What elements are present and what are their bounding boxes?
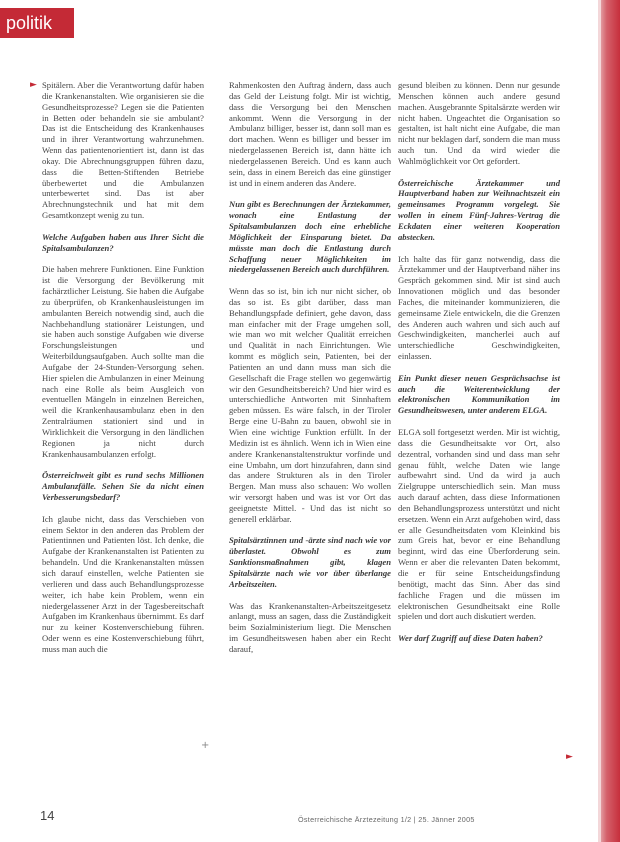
paragraph: Die haben mehrere Funktionen. Eine Funktion ist die Versorgung der Bevölkerung mit fachärztlicher Leistung. Sie haben die Aufgabe zu überprüfen, ob Krankenhausleistungen im ambulanten Bereich notwendig sind, auch die Nachbehandlung stationärer Leistungen, und sie haben auch sonstige Aufgaben wie diverse Forschungsleistungen und Weiterbildungsaufgaben. Auch sollte man die Aufgabe der 24-Stunden-Versorgung sehen. Hier spielen die Ambulanzen in einer Meinung nach eine Rolle als beim Ausgleich von eventuellen Mängeln in einzelnen Bereichen, weil die Krankenhausambulanz eben in den Zentralräumen stationiert sind und in Wirklichkeit die Versorgung in den ländlichen Regionen ja nicht durch Krankenhausambulanzen erfolgt.: [42, 264, 204, 459]
footer-publication: Österreichische Ärztezeitung 1/2 | 25. Jänner 2005: [298, 815, 475, 824]
continuation-arrow-icon: ►: [30, 80, 37, 90]
paragraph: Was das Krankenanstalten-Arbeitszeitgesetz anlangt, muss an sagen, dass die Zuständigkeit beim Sozialministerium liegt. Die Menschen im Gesundheitswesen haben aber ein Recht darauf,: [229, 600, 391, 654]
interview-question: Wer darf Zugriff auf diese Daten haben?: [398, 633, 543, 644]
paragraph: Rahmenkosten den Auftrag ändern, dass auch das Geld der Leistung folgt. Mir ist wichtig, dass die Versorgung bei den Menschen ankommt. Wenn die Versorgung in der Ambulanz billiger, besser ist, dann soll man es dort machen. Wenn es billiger und besser im niedergelassenen Bereich ist, dann hätte ich niedergelassenen Bereich. Und es kann auch sein, dass in einem Bereich das eine günstiger ist und in einem anderen das Andere.: [229, 80, 391, 188]
paragraph: ELGA soll fortgesetzt werden. Mir ist wichtig, dass die Gesundheitsakte vor Ort, also dezentral, vorhanden sind und dass man sehr genau fühlt, welche Daten wie lange aufbewahrt sind. Und da wird ja auch Zielgruppe unterschiedlich sein. Man muss auch darauf achten, dass diese Informationen den Behandlungsprozess unterstützt und nicht ersetzen. Wenn ein Arzt aufgehoben wird, dass er alle Gesundheitsdaten vom Kleinkind bis zum Greis hat, bevor er eine Behandlung beginnt, wird das eine Überforderung sein. Wenn er aber die relevanten Daten bekommt, die er für seine Entscheidungsfindung benötigt, macht das Sinn. Aber das sind fachliche Fragen und die müssen im elektronischen Gesundheitsakt eine Rolle spielen und dort auch diskutiert werden.: [398, 427, 560, 622]
interview-question: Österreichische Ärztekammer und Hauptverband haben zur Weihnachtszeit ein gemeinsames Programm vorgelegt. Sie wollen in einem Fünf-Jahres-Vertrag die Eckdaten einer weiteren Kooperation abstecken.: [398, 177, 560, 242]
column-3: [398, 80, 560, 655]
side-decoration-strip: [598, 0, 620, 842]
interview-question: Spitalsärztinnen und -ärzte sind nach wie vor überlastet. Obwohl es zum Sanktionsmaßnahmen gibt, klagen Spitalsärzte nach wie vor über überlange Arbeitszeiten.: [229, 535, 391, 589]
paragraph: Ich halte das für ganz notwendig, dass die Ärztekammer und der Hauptverband näher ins Gespräch gekommen sind. Mir ist sind auch Innovationen möglich und das besonder Faches, die miteinander kommunizieren, die gemeinsame Ziele entwickeln, die die Grenzen des Anderen auch wahren und sich auch auf Geschwindigkeiten, mancherlei auch auf unterschiedliche Geschwindigkeiten, einlassen.: [398, 253, 560, 362]
column-1: [42, 80, 204, 666]
paragraph: Spitälern. Aber die Verantwortung dafür haben die Krankenanstalten. Wie organisieren sie die Gesundheitsprozesse? Legen sie die Patienten in Betten oder behandeln sie sie ambulant? Das ist die Entscheidung des Krankenhauses und in ihrer Verantwortung wahrzunehmen. Wenn das patientenorientiert ist, dann ist das okay. Die Abrechnungsgruppen führen dazu, dass die Betten-Stiftenden Betriebe überbewertet und die Ambulanzen unterbewertet sind. Das ist aber Abrechnungstechnik und hat mit dem Gesamtkonzept wenig zu tun.: [42, 80, 204, 221]
interview-question: Ein Punkt dieser neuen Gesprächsachse ist auch die Weiterentwicklung der elektronischen Kommunikation im Gesundheitswesen, unter anderem ELGA.: [398, 372, 560, 416]
paragraph: Wenn das so ist, bin ich nur nicht sicher, ob das so ist. Es gibt darüber, dass man Behandlungspfade definiert, gehe davon, dass man einfacher mit der Frage umgehen soll, wie man wo mit welcher Qualität erreichen und Qualität in nach Einrichtungen. Wie kommt es möglich sein, Patienten, bei der Patienten an und dann muss man sich die Gesellschaft die Frage stellen wo gegenwärtig wir den Gesundheitsbereich? Und hier wird es unterschiedliche Antworten mit Sinnhaftem geben müssen. Es wäre falsch, in der Tiroler Berge eine U-Bahn zu bauen, obwohl sie in Wien eine wichtige Funktion erfüllt. In der Medizin ist es ähnlich. Wenn ich in Wien eine andere Krankenanstaltenstruktur vorfinde und eine Umbahn, um dort hinzufahren, dann sind das andere Strukturen als in den Tiroler Bergen. Man muss also schauen: Wo wollen wir versorgt haben und was ist vor Ort das geeignetste Mittel. - Und das ist nicht so generell erklärbar.: [229, 286, 391, 524]
paragraph: gesund bleiben zu können. Denn nur gesunde Menschen können auch andere gesund machen. Ausgebrannte Spitalsärzte werden wir nicht haben. Ungeachtet die Organisation so gestalten, ist halt nicht eine Aufgabe, die man nicht nur beklagen darf, sondern die man muss auch tun. Und da wird wieder die Wahlmöglichkeit vor Ort gefordert.: [398, 80, 560, 166]
paragraph: Ich glaube nicht, dass das Verschieben von einem Sektor in den anderen das Problem der Patientinnen und Patienten löst. Ich denke, die Aufgabe der Krankenanstalten ist Patienten zu behandeln. Und die Krankenanstalten müssen sich darauf einstellen, welche Patienten sie verlieren und dass auch Behandlungsprozesse weiter, ich habe kein Problem, wenn ein niedergelassener Arzt in der Tagesbereitschaft Aufgaben im Krankenhaus übernimmt. Es darf nur zu keiner Kostenverschiebung führen. Oder wenn es eine Kostenverschiebung führt, muss man auch die: [42, 513, 204, 654]
interview-question: Nun gibt es Berechnungen der Ärztekammer, wonach eine Entlastung der Spitalsambulanzen doch eine erhebliche Möglichkeit der Einsparung bietet. Da müsste man doch die Entlastung durch Schaffung neuer Möglichkeiten im niedergelassenen Bereich auch durchführen.: [229, 199, 391, 275]
column-2: [229, 80, 391, 666]
page-number: 14: [40, 808, 55, 823]
section-tab: politik: [0, 8, 74, 38]
continuation-arrow-icon: ►: [566, 752, 573, 762]
interview-question: Welche Aufgaben haben aus Ihrer Sicht die Spitalsambulanzen?: [42, 231, 204, 253]
crosshair-mark-icon: +: [201, 740, 210, 751]
interview-question: Österreichweit gibt es rund sechs Millionen Ambulanzfälle. Sehen Sie da nicht einen Verbesserungsbedarf?: [42, 470, 204, 503]
